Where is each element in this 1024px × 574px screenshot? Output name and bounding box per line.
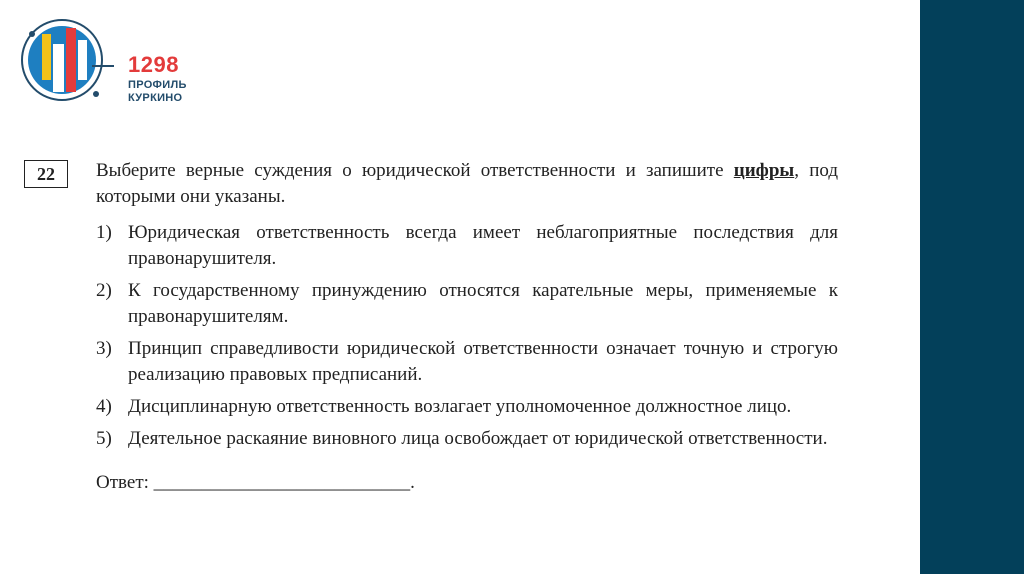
- option-number: 5): [96, 428, 112, 449]
- logo-text-line1: ПРОФИЛЬ: [128, 79, 187, 91]
- option-text: Деятельное раскаяние виновного лица освобождает от юридической ответственности.: [128, 428, 828, 449]
- option-item-3: [96, 336, 838, 388]
- option-text: К государственному принуждению относятся карательные меры, применяемые к правонарушителям.: [128, 280, 838, 327]
- logo-number: 1298: [128, 52, 179, 77]
- answer-line: Ответ: ___________________________.: [96, 472, 415, 493]
- logo-emblem-icon: [18, 14, 114, 110]
- school-logo: [18, 14, 187, 110]
- option-number: 4): [96, 396, 112, 417]
- option-text: Принцип справедливости юридической ответственности означает точную и строгую реализацию правовых предписаний.: [128, 338, 838, 385]
- option-item-2: [96, 278, 838, 330]
- option-number: 2): [96, 280, 112, 301]
- right-sidebar: [920, 0, 1024, 574]
- logo-text-line2: КУРКИНО: [128, 92, 183, 104]
- stem-text-start: Выберите верные суждения о юридической ответственности и запишите: [96, 160, 734, 181]
- stem-keyword: цифры: [733, 160, 795, 181]
- option-text: Дисциплинарную ответственность возлагает уполномоченное должностное лицо.: [128, 396, 792, 417]
- option-item-4: [96, 394, 838, 420]
- option-number: 3): [96, 338, 112, 359]
- task-content: [96, 158, 838, 496]
- option-item-1: [96, 220, 838, 272]
- task-number-box: 22: [24, 160, 68, 188]
- option-item-5: [96, 426, 838, 452]
- stem-text-end: , под которыми они указаны.: [96, 160, 838, 207]
- option-text: Юридическая ответственность всегда имеет неблагоприятные последствия для правонарушителя.: [128, 222, 838, 269]
- task-stem: [96, 158, 838, 210]
- option-number: 1): [96, 222, 112, 243]
